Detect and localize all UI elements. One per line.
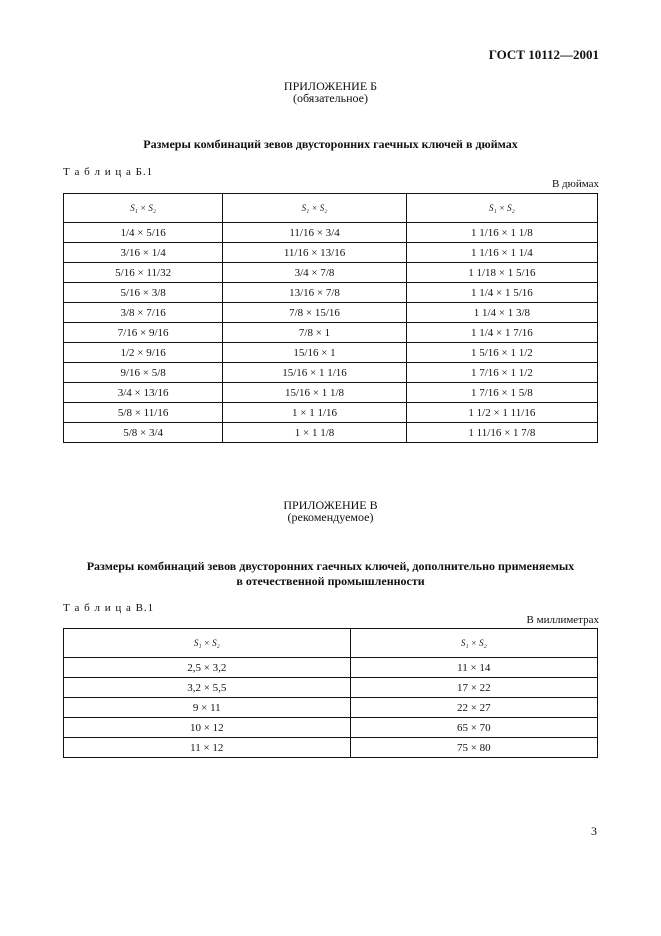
- table-row: [64, 678, 598, 698]
- table-cell: 5/16 × 11/32: [64, 263, 223, 283]
- table-row: [64, 383, 598, 403]
- table-cell: 5/16 × 3/8: [64, 283, 223, 303]
- table-row: [64, 658, 598, 678]
- table-cell: 15/16 × 1: [223, 343, 407, 363]
- table-cell: 15/16 × 1 1/8: [223, 383, 407, 403]
- table-row: [64, 343, 598, 363]
- table-cell: 1 7/16 × 1 5/8: [406, 383, 597, 403]
- table-cell: 7/16 × 9/16: [64, 323, 223, 343]
- annex-b-heading: Размеры комбинаций зевов двусторонних гаечных ключей в дюймах: [143, 137, 518, 151]
- annex-b-title: ПРИЛОЖЕНИЕ Б: [283, 79, 378, 93]
- table-cell: 5/8 × 3/4: [64, 423, 223, 443]
- table-cell: 1 × 1 1/16: [223, 403, 407, 423]
- table-cell: 10 × 12: [64, 718, 351, 738]
- table-cell: 1/2 × 9/16: [64, 343, 223, 363]
- table-cell: 3/16 × 1/4: [64, 243, 223, 263]
- table-row: [64, 423, 598, 443]
- table-cell: 1 11/16 × 1 7/8: [406, 423, 597, 443]
- table-cell: 7/8 × 15/16: [223, 303, 407, 323]
- standard-header: ГОСТ 10112—2001: [488, 47, 599, 62]
- table-row: [64, 303, 598, 323]
- table-cell: 1 1/2 × 1 11/16: [406, 403, 597, 423]
- annex-v-status: (рекомендуемое): [287, 510, 374, 524]
- column-header: S₁ × S₂: [64, 629, 351, 658]
- table-cell: 22 × 27: [350, 698, 597, 718]
- table-cell: 2,5 × 3,2: [64, 658, 351, 678]
- annex-v-title: ПРИЛОЖЕНИЕ В: [283, 498, 378, 512]
- table-b1: [63, 193, 598, 443]
- table-cell: 1 5/16 × 1 1/2: [406, 343, 597, 363]
- table-cell: 11/16 × 3/4: [223, 223, 407, 243]
- table-cell: 1 × 1 1/8: [223, 423, 407, 443]
- table-cell: 1 1/16 × 1 1/4: [406, 243, 597, 263]
- table-cell: 65 × 70: [350, 718, 597, 738]
- table-cell: 15/16 × 1 1/16: [223, 363, 407, 383]
- table-row: [64, 243, 598, 263]
- column-header: S₁ × S₂: [64, 194, 223, 223]
- table-cell: 1 1/16 × 1 1/8: [406, 223, 597, 243]
- table-cell: 1 1/4 × 1 5/16: [406, 283, 597, 303]
- table-cell: 9 × 11: [64, 698, 351, 718]
- table-v1-units: В миллиметрах: [526, 614, 599, 626]
- table-cell: 75 × 80: [350, 738, 597, 758]
- table-cell: 5/8 × 11/16: [64, 403, 223, 423]
- table-cell: 1 7/16 × 1 1/2: [406, 363, 597, 383]
- table-row: [64, 738, 598, 758]
- table-cell: 1 1/18 × 1 5/16: [406, 263, 597, 283]
- table-cell: 3/4 × 13/16: [64, 383, 223, 403]
- table-row: [64, 323, 598, 343]
- table-row: [64, 718, 598, 738]
- page-number: 3: [591, 824, 597, 838]
- column-header: S₁ × S₂: [223, 194, 407, 223]
- table-cell: 9/16 × 5/8: [64, 363, 223, 383]
- table-row: [64, 403, 598, 423]
- table-header-row: [64, 629, 598, 658]
- column-header: S₁ × S₂: [406, 194, 597, 223]
- table-b1-units: В дюймах: [551, 178, 599, 190]
- table-cell: 11 × 12: [64, 738, 351, 758]
- table-row: [64, 263, 598, 283]
- table-cell: 11 × 14: [350, 658, 597, 678]
- column-header: S₁ × S₂: [350, 629, 597, 658]
- table-v1-label: Т а б л и ц а В.1: [63, 602, 155, 614]
- table-b1-label: Т а б л и ц а Б.1: [63, 166, 154, 178]
- annex-b-status: (обязательное): [293, 91, 368, 105]
- annex-v-heading-line2: в отечественной промышленности: [236, 574, 425, 588]
- table-header-row: [64, 194, 598, 223]
- table-cell: 7/8 × 1: [223, 323, 407, 343]
- table-cell: 17 × 22: [350, 678, 597, 698]
- table-cell: 3/4 × 7/8: [223, 263, 407, 283]
- table-cell: 11/16 × 13/16: [223, 243, 407, 263]
- table-cell: 1 1/4 × 1 7/16: [406, 323, 597, 343]
- table-cell: 1/4 × 5/16: [64, 223, 223, 243]
- annex-v-heading-line1: Размеры комбинаций зевов двусторонних гаечных ключей, дополнительно применяемых: [86, 559, 575, 573]
- table-row: [64, 283, 598, 303]
- table-row: [64, 223, 598, 243]
- table-cell: 13/16 × 7/8: [223, 283, 407, 303]
- table-cell: 3,2 × 5,5: [64, 678, 351, 698]
- table-cell: 3/8 × 7/16: [64, 303, 223, 323]
- table-v1: [63, 628, 598, 758]
- table-cell: 1 1/4 × 1 3/8: [406, 303, 597, 323]
- table-row: [64, 363, 598, 383]
- table-row: [64, 698, 598, 718]
